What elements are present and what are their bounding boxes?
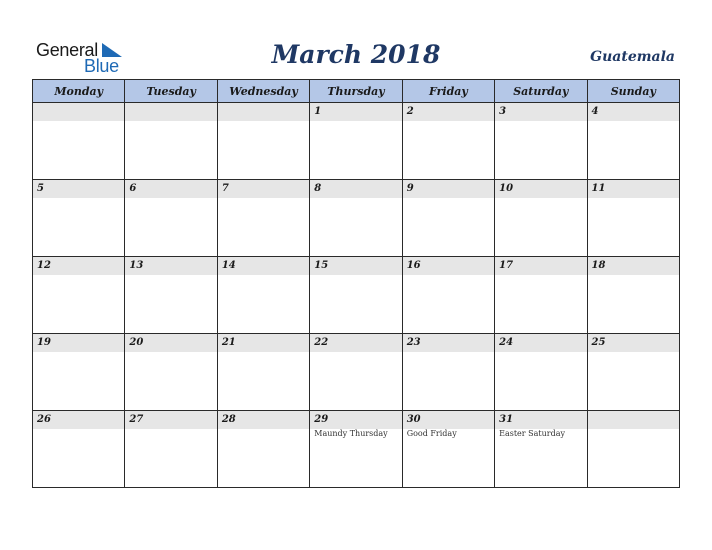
- weekday-header: Sunday: [587, 80, 679, 103]
- day-number-bar: [403, 257, 494, 275]
- day-cell: [495, 334, 587, 411]
- day-number-bar: [588, 411, 679, 429]
- day-number-bar: [588, 180, 679, 198]
- week-row: [33, 257, 680, 334]
- day-cell: [125, 411, 217, 488]
- day-number-bar: [588, 334, 679, 352]
- country-name: Guatemala: [590, 49, 675, 65]
- day-number-bar: [218, 334, 309, 352]
- day-number-bar: [495, 257, 586, 275]
- holiday-label: Maundy Thursday: [314, 429, 388, 438]
- weekday-header: Monday: [33, 80, 125, 103]
- day-number-bar: [495, 334, 586, 352]
- day-number: 17: [499, 260, 514, 271]
- day-number-bar: [33, 103, 124, 121]
- day-number-bar: [588, 257, 679, 275]
- day-number: 9: [406, 183, 414, 194]
- day-cell: [33, 334, 125, 411]
- day-cell: [310, 257, 402, 334]
- day-number: 3: [499, 106, 507, 117]
- day-cell: [310, 411, 402, 488]
- day-cell: [33, 180, 125, 257]
- day-number-bar: [403, 180, 494, 198]
- day-cell: [33, 257, 125, 334]
- day-cell: [402, 103, 494, 180]
- day-number-bar: [403, 334, 494, 352]
- weekday-header: Saturday: [495, 80, 587, 103]
- day-cell: [217, 103, 309, 180]
- day-number-bar: [218, 180, 309, 198]
- day-number-bar: [495, 411, 586, 429]
- day-number: 12: [37, 260, 51, 271]
- day-number: 28: [221, 414, 236, 425]
- day-cell: [217, 334, 309, 411]
- day-cell: [402, 257, 494, 334]
- day-cell: [125, 334, 217, 411]
- day-number-bar: [310, 411, 401, 429]
- day-cell: [310, 103, 402, 180]
- day-number-bar: [33, 180, 124, 198]
- day-number: 22: [314, 337, 329, 348]
- day-number-bar: [310, 180, 401, 198]
- day-number-bar: [125, 411, 216, 429]
- day-cell: [587, 334, 679, 411]
- day-number: 29: [314, 414, 329, 425]
- day-cell: [33, 103, 125, 180]
- day-cell: [587, 103, 679, 180]
- day-cell: [310, 334, 402, 411]
- day-number-bar: [310, 334, 401, 352]
- day-number: 11: [591, 183, 606, 194]
- day-number: 30: [406, 414, 421, 425]
- day-number-bar: [403, 103, 494, 121]
- holiday-label: Good Friday: [406, 429, 457, 438]
- day-number: 14: [221, 260, 236, 271]
- calendar-grid: [32, 79, 680, 486]
- day-number-bar: [33, 257, 124, 275]
- day-cell: [587, 257, 679, 334]
- day-cell: [217, 180, 309, 257]
- day-number-bar: [125, 103, 216, 121]
- day-number: 21: [221, 337, 236, 348]
- day-cell: [125, 103, 217, 180]
- day-number: 24: [499, 337, 514, 348]
- day-number: 5: [37, 183, 44, 194]
- weekday-header: Thursday: [310, 80, 402, 103]
- day-number-bar: [33, 334, 124, 352]
- logo-blue-text: Blue: [84, 56, 119, 76]
- day-number: 31: [499, 414, 514, 425]
- day-cell: [402, 334, 494, 411]
- day-number-bar: [310, 257, 401, 275]
- day-number-bar: [495, 180, 586, 198]
- week-row: [33, 411, 680, 488]
- day-cell: [402, 180, 494, 257]
- holiday-label: Easter Saturday: [499, 429, 565, 438]
- day-cell: [125, 257, 217, 334]
- day-number-bar: [588, 103, 679, 121]
- day-number: 13: [129, 260, 144, 271]
- week-row: [33, 180, 680, 257]
- day-number-bar: [218, 103, 309, 121]
- day-cell: [33, 411, 125, 488]
- day-number-bar: [495, 103, 586, 121]
- day-number: 1: [314, 106, 322, 117]
- weekday-header-row: [33, 80, 680, 103]
- day-number: 26: [37, 414, 51, 425]
- day-number: 7: [221, 183, 229, 194]
- day-cell: [217, 257, 309, 334]
- day-number: 15: [314, 260, 329, 271]
- weekday-header: Tuesday: [125, 80, 217, 103]
- day-number-bar: [310, 103, 401, 121]
- weekday-header: Friday: [402, 80, 494, 103]
- week-row: [33, 334, 680, 411]
- day-number-bar: [125, 334, 216, 352]
- weekday-header: Wednesday: [217, 80, 309, 103]
- day-cell: [495, 411, 587, 488]
- day-number-bar: [125, 180, 216, 198]
- week-row: [33, 103, 680, 180]
- day-number: 8: [314, 183, 322, 194]
- calendar-title: March 2018: [271, 40, 441, 69]
- day-cell: [310, 180, 402, 257]
- day-cell: [495, 180, 587, 257]
- day-number: 6: [129, 183, 137, 194]
- day-number: 20: [129, 337, 144, 348]
- day-number: 19: [37, 337, 51, 348]
- day-cell: [402, 411, 494, 488]
- day-number-bar: [33, 411, 124, 429]
- day-cell: [495, 257, 587, 334]
- day-cell: [495, 103, 587, 180]
- day-cell: [125, 180, 217, 257]
- day-number: 4: [591, 106, 599, 117]
- day-number: 10: [499, 183, 514, 194]
- day-number-bar: [218, 257, 309, 275]
- day-number: 27: [129, 414, 144, 425]
- day-cell: [587, 180, 679, 257]
- day-number-bar: [125, 257, 216, 275]
- day-number: 25: [591, 337, 606, 348]
- day-number: 23: [406, 337, 421, 348]
- day-number: 2: [406, 106, 414, 117]
- day-cell: [587, 411, 679, 488]
- day-number: 18: [591, 260, 606, 271]
- day-cell: [217, 411, 309, 488]
- day-number-bar: [403, 411, 494, 429]
- day-number-bar: [218, 411, 309, 429]
- logo-general-text: General: [36, 40, 98, 60]
- day-number: 16: [406, 260, 421, 271]
